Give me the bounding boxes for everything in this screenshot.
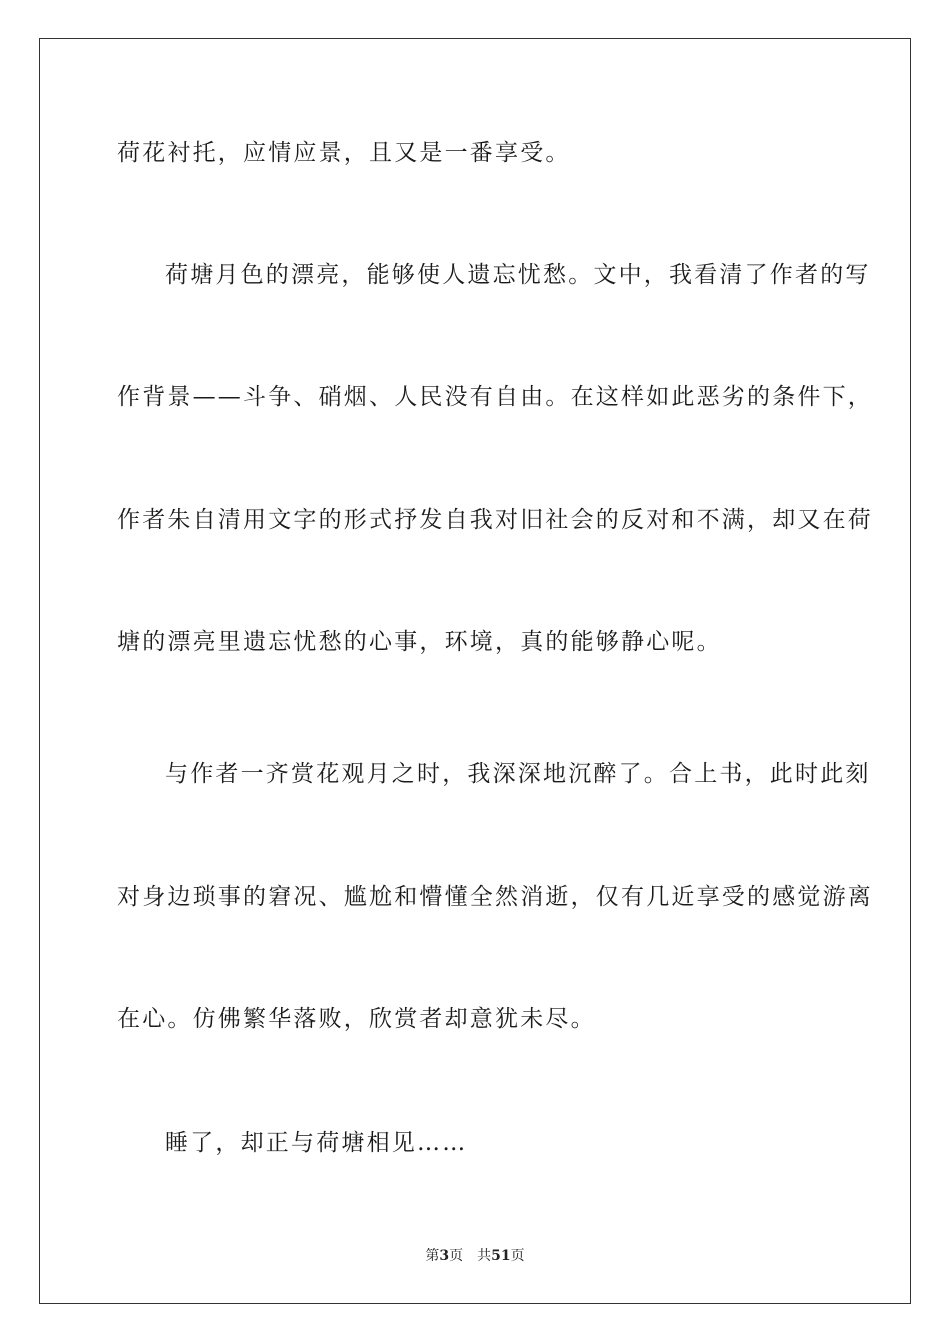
- footer-page-suffix: 页: [449, 1248, 464, 1264]
- footer-total-prefix: 共: [477, 1248, 492, 1264]
- footer-total-pages: 51: [491, 1248, 511, 1264]
- text-line-9: 睡了，却正与荷塘相见……: [165, 1130, 468, 1156]
- text-line-3: 作背景——斗争、硝烟、人民没有自由。在这样如此恶劣的条件下，: [117, 384, 873, 410]
- page-footer: [0, 1246, 950, 1266]
- text-line-2: 荷塘月色的漂亮，能够使人遗忘忧愁。文中，我看清了作者的写: [165, 262, 871, 288]
- text-line-1: 荷花衬托，应情应景，且又是一番享受。: [117, 140, 571, 166]
- text-line-7: 对身边琐事的窘况、尴尬和懵懂全然消逝，仅有几近享受的感觉游离: [117, 884, 873, 910]
- footer-total-suffix: 页: [510, 1248, 525, 1264]
- text-line-4: 作者朱自清用文字的形式抒发自我对旧社会的反对和不满，却又在荷: [117, 507, 873, 533]
- text-line-6: 与作者一齐赏花观月之时，我深深地沉醉了。合上书，此时此刻: [165, 761, 871, 787]
- text-line-8: 在心。仿佛繁华落败，欣赏者却意犹未尽。: [117, 1006, 596, 1032]
- footer-page-prefix: 第: [425, 1248, 440, 1264]
- text-line-5: 塘的漂亮里遗忘忧愁的心事，环境，真的能够静心呢。: [117, 629, 722, 655]
- footer-page-number: 3: [439, 1248, 450, 1264]
- page-border: [39, 38, 911, 1304]
